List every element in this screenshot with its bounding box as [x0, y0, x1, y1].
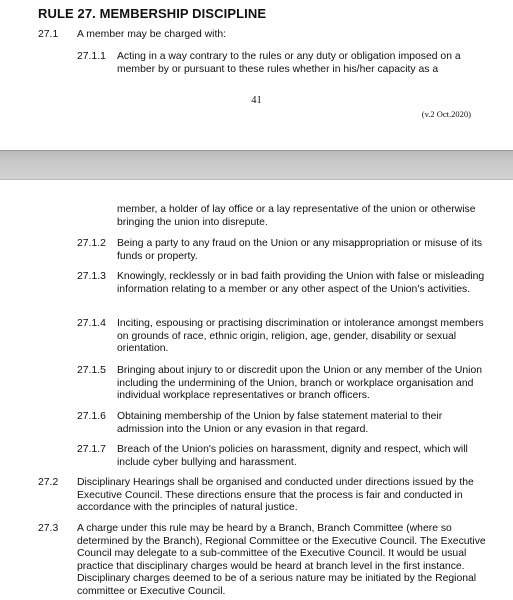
rule-number-27-2: 27.2	[38, 477, 59, 488]
rule-number-27-3: 27.3	[38, 523, 59, 534]
item-number-27-1-2: 27.1.2	[77, 238, 106, 249]
item-number-27-1-4: 27.1.4	[77, 318, 106, 329]
rule-27-3-text: A charge under this rule may be heard by a Branch, Branch Committee (where so determined by the Branch), Regional Committee or the Executive Council. The Executive Council may delegate to a sub-committee of the Executive Council. It would be usual practice that disciplinary charges would be heard at branch level in the first instance. Disciplinary charges deemed to be of a serious nature may be initiated by the Regional committee or Executive Council.	[77, 523, 486, 597]
item-27-1-5-text: Bringing about injury to or discredit upon the Union or any member of the Union including the undermining of the Union, branch or workplace organisation and individual workplace representatives or branch officers.	[117, 365, 483, 402]
item-number-27-1-1: 27.1.1	[77, 51, 106, 62]
document-page-top	[0, 0, 513, 150]
item-27-1-6-text: Obtaining membership of the Union by false statement material to their admission into the Union or any evasion in that regard.	[117, 411, 443, 435]
rule-heading: RULE 27. MEMBERSHIP DISCIPLINE	[38, 6, 267, 21]
item-27-1-1-continuation: member, a holder of lay office or a lay representative of the union or otherwise bringing the union into disrepute.	[117, 204, 476, 228]
page-separator	[0, 150, 513, 180]
item-27-1-1-text: Acting in a way contrary to the rules or any duty or obligation imposed on a member by or pursuant to these rules whether in his/her capacity as a	[117, 51, 461, 75]
item-27-1-3-text: Knowingly, recklessly or in bad faith providing the Union with false or misleading information relating to a member or any other aspect of the Union's activities.	[117, 271, 485, 295]
item-number-27-1-7: 27.1.7	[77, 444, 106, 455]
rule-27-2-text: Disciplinary Hearings shall be organised and conducted under directions issued by the Executive Council. These directions ensure that the process is fair and conducted in accordance with the principles of natural justice.	[77, 477, 474, 514]
item-number-27-1-6: 27.1.6	[77, 411, 106, 422]
item-27-1-7-text: Breach of the Union's policies on harassment, dignity and respect, which will include cyber bullying and harassment.	[117, 444, 468, 468]
page-number: 41	[251, 95, 262, 106]
item-number-27-1-3: 27.1.3	[77, 271, 106, 282]
item-27-1-2-text: Being a party to any fraud on the Union or any misappropriation or misuse of its funds or property.	[117, 238, 483, 262]
item-number-27-1-5: 27.1.5	[77, 365, 106, 376]
document-page-bottom	[0, 180, 513, 600]
rule-27-1-text: A member may be charged with:	[77, 29, 226, 40]
item-27-1-4-text: Inciting, espousing or practising discrimination or intolerance amongst members on grounds of race, ethnic origin, religion, age, gender, disability or sexual orientation.	[117, 318, 484, 355]
version-label: (v.2 Oct.2020)	[421, 109, 471, 119]
rule-number-27-1: 27.1	[38, 29, 59, 40]
